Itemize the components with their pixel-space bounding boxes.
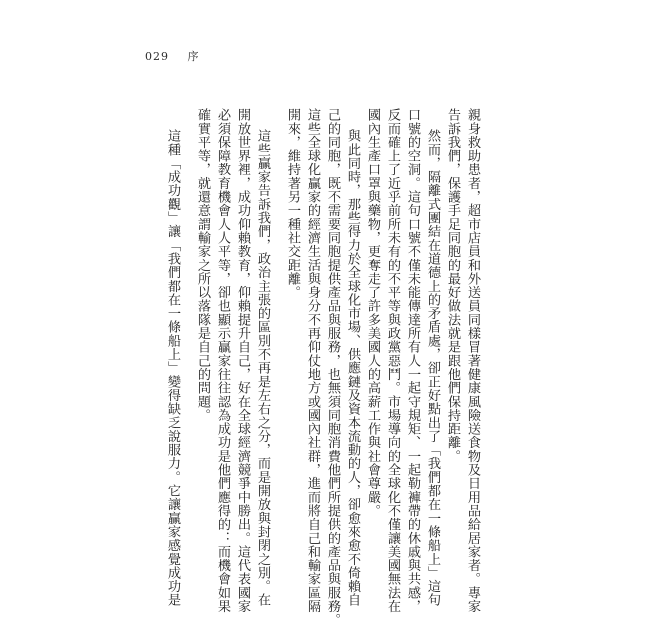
text-column: 這種「成功觀」讓「我們都在一條船上」變得缺乏說服力。它讓贏家感覺成功是 bbox=[165, 129, 180, 607]
text-column: 與此同時，那些得力於全球化市場、供應鏈及資本流動的人，卻愈來愈不倚賴自 bbox=[345, 129, 360, 607]
text-column: 然而，隔離式團結在道德上的矛盾處，卻正好點出了「我們都在一條船上」這句 bbox=[425, 129, 440, 607]
text-column: 己的同胞，既不需要同胞提供產品與服務，也無須同胞消費他們所提供的產品與服務。 bbox=[325, 108, 340, 627]
text-column: 這些全球化贏家的經濟生活與身分不再仰仗地方或國內社群，進而將自己和輸家區隔 bbox=[305, 108, 320, 614]
text-column: 告訴我們，保護手足同胞的最好做法就是跟他們保持距離。 bbox=[445, 108, 460, 463]
page-number: 029 bbox=[145, 50, 169, 63]
text-column: 確實平等，就還意謂輸家之所以落隊是自己的問題。 bbox=[195, 108, 210, 422]
text-column: 開來，維持著另一種社交距離。 bbox=[285, 108, 300, 300]
section-title: 序 bbox=[187, 50, 200, 63]
text-column: 開放世界裡，成功仰賴教育，仰賴提升自己，好在全球經濟競爭中勝出。這代表國家 bbox=[235, 108, 250, 614]
text-column: 必須保障教育機會人人平等，卻也顯示贏家往往認為成功是他們應得的：而機會如果 bbox=[215, 108, 230, 614]
text-column: 反而確上了近乎前所未有的不平等與政黨惡鬥。市場導向的全球化不僅讓美國無法在 bbox=[385, 108, 400, 614]
text-column: 口號的空洞。這句口號不僅未能傳達所有人一起守規矩、一起勒褲帶的休戚與共感， bbox=[405, 108, 420, 614]
vertical-text-body bbox=[0, 60, 655, 627]
text-column: 這些贏家告訴我們，政治主張的區別不再是左右之分，而是開放與封閉之別。在 bbox=[255, 129, 270, 607]
text-column: 親身救助患者，超市店員和外送員同樣冒著健康風險送食物及日用品給居家者。專家 bbox=[465, 108, 480, 614]
text-column: 國內生產口罩與藥物，更奪走了許多美國人的高薪工作與社會尊嚴。 bbox=[365, 108, 380, 518]
